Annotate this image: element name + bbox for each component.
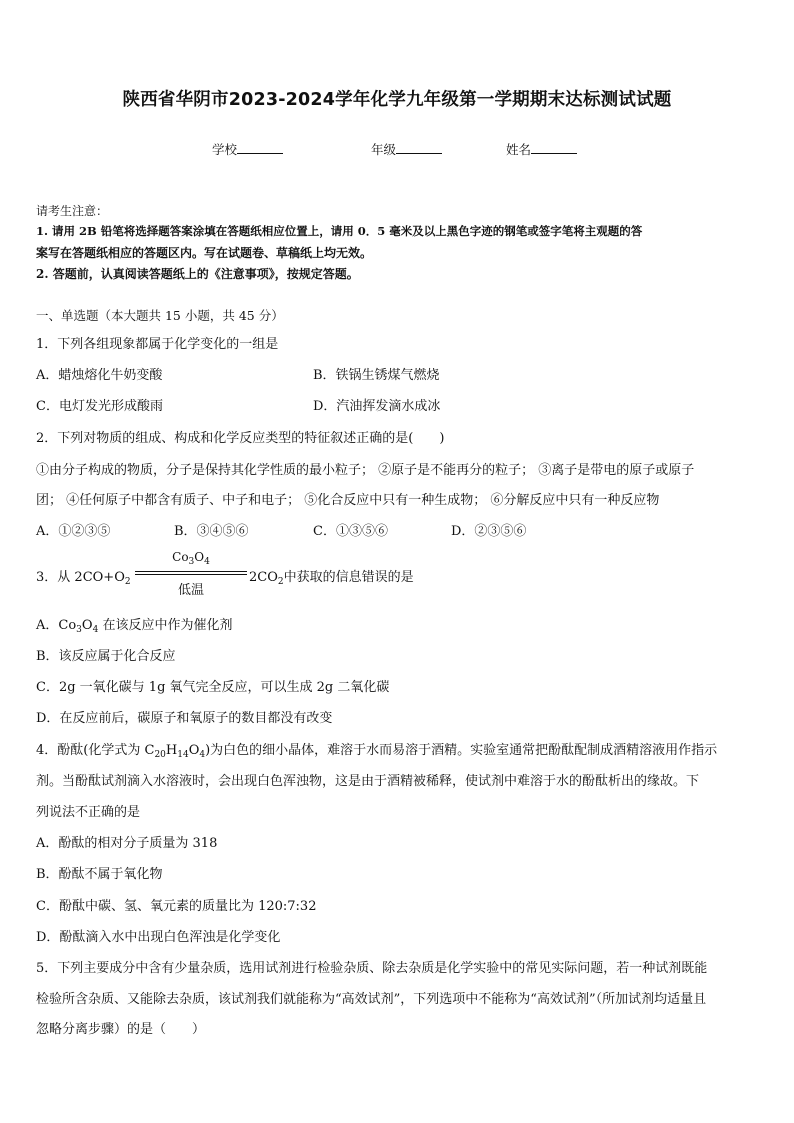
- q2-statement-line2: 团； ④任何原子中都含有质子、中子和电子； ⑤化合反应中只有一种生成物； ⑥分解反应中只有一种反应物: [36, 493, 660, 508]
- q4-option-a[interactable]: A．酚酞的相对分子质量为 318: [36, 836, 218, 851]
- q4-option-b[interactable]: B．酚酞不属于氧化物: [36, 867, 163, 882]
- q3-equation-rhs: [249, 566, 414, 587]
- school-field: [212, 140, 283, 158]
- equals-line-top: [135, 571, 247, 572]
- q4-option-d[interactable]: D．酚酞滴入水中出现白色浑浊是化学变化: [36, 930, 281, 945]
- q3-product: 2CO: [249, 570, 278, 585]
- q3-reactants: 2CO+O: [74, 570, 125, 585]
- notice-heading: 请考生注意：: [36, 204, 109, 218]
- q1-option-b[interactable]: B．铁锅生锈煤气燃烧: [313, 368, 440, 383]
- q5-stem-line1: 5．下列主要成分中含有少量杂质，选用试剂进行检验杂质、除去杂质是化学实验中的常见实际问题，若一种试剂既能: [36, 961, 708, 976]
- q4-stem-line2: 剂。当酚酞试剂滴入水溶液时，会出现白色浑浊物，这是由于酒精被稀释，使试剂中难溶于水的酚酞析出的缘故。下: [36, 774, 700, 789]
- notice-item1-line2: 案写在答题纸相应的答题区内。写在试题卷、草稿纸上均无效。: [36, 246, 373, 260]
- q3-option-a[interactable]: A．$Co_3O_4$ 在该反应中作为催化剂: [36, 618, 233, 635]
- q3-suffix: 中获取的信息错误的是: [283, 570, 414, 585]
- q3-option-d[interactable]: D．在反应前后，碳原子和氧原子的数目都没有改变: [36, 711, 333, 726]
- q2-option-a[interactable]: A．①②③⑤: [36, 524, 111, 539]
- notice-item1-line1: 1. 请用 2B 铅笔将选择题答案涂填在答题纸相应位置上，请用 0．5 毫米及以上黑色字迹的钢笔或签字笔将主观题的答: [36, 224, 643, 238]
- q3-prefix: 3．从: [36, 570, 71, 585]
- name-field: [506, 140, 577, 158]
- section-heading: 一、单选题（本大题共 15 小题，共 45 分）: [36, 308, 284, 323]
- q1-option-a[interactable]: A．蜡烛熔化牛奶变酸: [36, 368, 163, 383]
- q4-stem-line3: 列说法不正确的是: [36, 805, 141, 820]
- page-title: 陕西省华阴市2023-2024学年化学九年级第一学期期末达标测试试题: [122, 90, 672, 110]
- q2-option-b[interactable]: B．③④⑤⑥: [174, 524, 249, 539]
- q3-product-sub: 2: [277, 577, 284, 587]
- q1-stem: 1．下列各组现象都属于化学变化的一组是: [36, 337, 279, 352]
- school-label: 学校: [212, 142, 238, 157]
- name-blank[interactable]: [531, 141, 577, 154]
- q4-option-c[interactable]: C．酚酞中碳、氢、氧元素的质量比为 120:7:32: [36, 899, 317, 914]
- q3-condition: 低温: [177, 583, 204, 598]
- q2-option-d[interactable]: D．②③⑤⑥: [451, 524, 527, 539]
- q5-stem-line3: 忽略分离步骤）的是（ ）: [36, 1022, 206, 1037]
- q2-option-c[interactable]: C．①③⑤⑥: [313, 524, 388, 539]
- notice-item2: 2. 答题前，认真阅读答题纸上的《注意事项》，按规定答题。: [36, 267, 359, 281]
- q3-catalyst: $Co_3O_4$: [172, 550, 210, 567]
- grade-field: [371, 140, 442, 158]
- q3-option-b[interactable]: B．该反应属于化合反应: [36, 649, 176, 664]
- grade-blank[interactable]: [396, 141, 442, 154]
- q5-stem-line2: 检验所含杂质、又能除去杂质，该试剂我们就能称为“高效试剂”，下列选项中不能称为“高效试剂”（所加试剂均适量且: [36, 992, 707, 1007]
- grade-label: 年级: [371, 142, 397, 157]
- school-blank[interactable]: [237, 141, 283, 154]
- q3-reactants-sub: 2: [124, 577, 131, 587]
- q2-statement-line1: ①由分子构成的物质，分子是保持其化学性质的最小粒子； ②原子是不能再分的粒子； ③离子是带电的原子或原子: [36, 463, 695, 478]
- q1-option-d[interactable]: D．汽油挥发滴水成冰: [313, 399, 441, 414]
- equals-line-bottom: [135, 574, 247, 575]
- q1-option-c[interactable]: C．电灯发光形成酸雨: [36, 399, 163, 414]
- q3-option-c[interactable]: C．2g 一氧化碳与 1g 氧气完全反应，可以生成 2g 二氧化碳: [36, 680, 390, 695]
- q3-equation-lhs: [36, 566, 131, 587]
- q4-stem-line1: 4．酚酞(化学式为 $C_{20}H_{14}O_4$)为白色的细小晶体，难溶于水而易溶于酒精。实验室通常把酚酞配制成酒精溶液用作指示: [36, 743, 718, 760]
- q2-stem: 2．下列对物质的组成、构成和化学反应类型的特征叙述正确的是( ): [36, 431, 445, 446]
- name-label: 姓名: [506, 142, 532, 157]
